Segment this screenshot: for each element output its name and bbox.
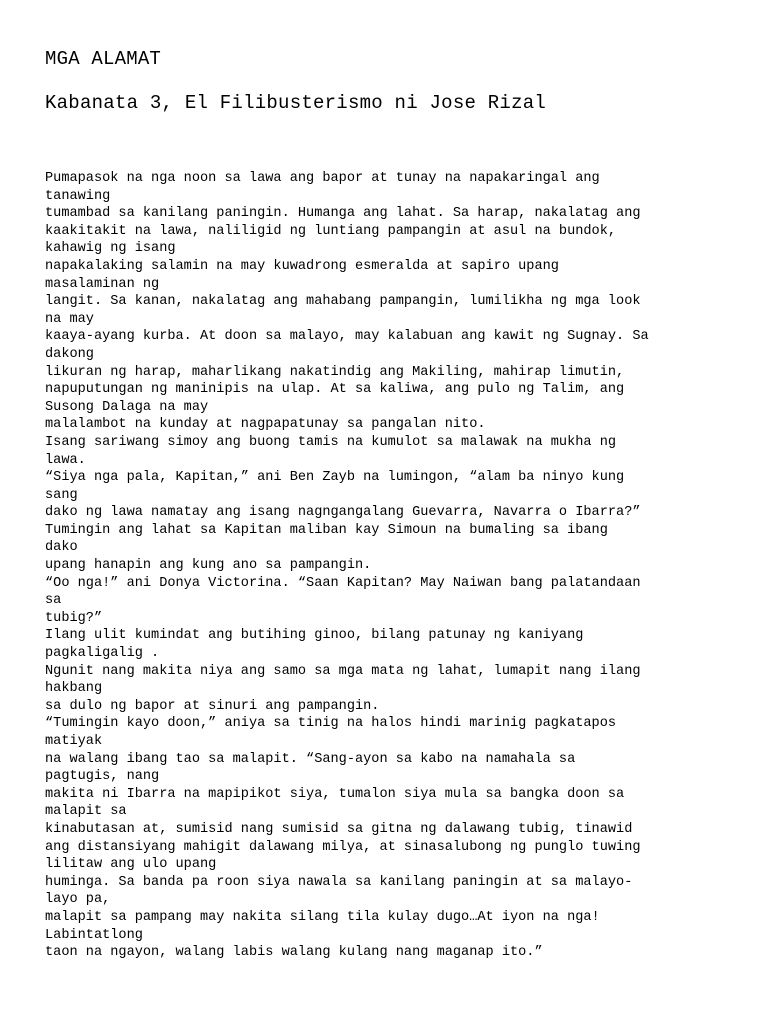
text-line: malapit sa [45,804,127,820]
text-line: lilitaw ang ulo upang [45,857,217,873]
text-line: “Siya nga pala, Kapitan,” ani Ben Zayb na lumingon, “alam ba ninyo kung [45,470,625,486]
text-line: “Oo nga!” ani Donya Victorina. “Saan Kapitan? May Naiwan bang palatandaan [45,575,641,591]
chapter-title: Kabanata 3, El Filibusterismo ni Jose Rizal [45,92,547,114]
text-line: makita ni Ibarra na mapipikot siya, tumalon siya mula sa bangka doon sa [45,786,625,802]
text-line: upang hanapin ang kung ano sa pampangin. [45,558,372,574]
text-line: ang distansiyang mahigit dalawang milya, at sinasalubong ng punglo tuwing [45,839,641,855]
text-line: dakong [45,346,94,362]
text-line: malalambot na kunday at nagpapatunay sa pangalan nito. [45,417,486,433]
text-line: tanawing [45,188,111,204]
text-line: dako [45,540,78,556]
text-line: taon na ngayon, walang labis walang kulang nang maganap ito.” [45,945,543,961]
text-line: dako ng lawa namatay ang isang nagngangalang Guevarra, Navarra o Ibarra?” [45,505,641,521]
text-line: lawa. [45,452,86,468]
text-line: Isang sariwang simoy ang buong tamis na kumulot sa malawak na mukha ng [45,434,617,450]
chapter-body-text [45,170,745,962]
text-line: sa [45,593,62,609]
text-line: Tumingin ang lahat sa Kapitan maliban kay Simoun na bumaling sa ibang [45,522,608,538]
text-line: sa dulo ng bapor at sinuri ang pampangin. [45,698,380,714]
text-line: Susong Dalaga na may [45,399,209,415]
text-line: kaakitakit na lawa, naliligid ng luntiang pampangin at asul na bundok, [45,223,617,239]
text-line: na may [45,311,94,327]
text-line: napuputungan ng maninipis na ulap. At sa kaliwa, ang pulo ng Talim, ang [45,382,625,398]
text-line: likuran ng harap, maharlikang nakatindig ang Makiling, mahirap limutin, [45,364,625,380]
text-line: layo pa, [45,892,111,908]
text-line: malapit sa pampang may nakita silang tila kulay dugo…At iyon na nga! [45,909,600,925]
text-line: na walang ibang tao sa malapit. “Sang-ayon sa kabo na namahala sa [45,751,576,767]
text-line: pagtugis, nang [45,769,160,785]
text-line: Pumapasok na nga noon sa lawa ang bapor at tunay na napakaringal ang [45,171,600,186]
text-line: kahawig ng isang [45,241,176,257]
text-line: Ilang ulit kumindat ang butihing ginoo, bilang patunay ng kaniyang [45,628,584,644]
text-line: napakalaking salamin na may kuwadrong esmeralda at sapiro upang [45,258,559,274]
text-line: “Tumingin kayo doon,” aniya sa tinig na halos hindi marinig pagkatapos [45,716,617,732]
text-line: Ngunit nang makita niya ang samo sa mga mata ng lahat, lumapit nang ilang [45,663,641,679]
text-line: huminga. Sa banda pa roon siya nawala sa kanilang paningin at sa malayo- [45,874,633,890]
text-line: sang [45,487,78,503]
text-line: tumambad sa kanilang paningin. Humanga ang lahat. Sa harap, nakalatag ang [45,206,641,222]
text-line: langit. Sa kanan, nakalatag ang mahabang pampangin, lumilikha ng mga look [45,294,641,310]
text-line: kinabutasan at, sumisid nang sumisid sa gitna ng dalawang tubig, tinawid [45,821,633,837]
text-line: hakbang [45,681,103,697]
text-line: tubig?” [45,610,103,626]
text-line: pagkaligalig . [45,646,160,662]
text-line: Labintatlong [45,927,143,943]
text-line: kaaya-ayang kurba. At doon sa malayo, may kalabuan ang kawit ng Sugnay. Sa [45,329,649,345]
text-line: matiyak [45,734,103,749]
text-line: masalaminan ng [45,276,160,292]
document-title: MGA ALAMAT [45,48,162,70]
